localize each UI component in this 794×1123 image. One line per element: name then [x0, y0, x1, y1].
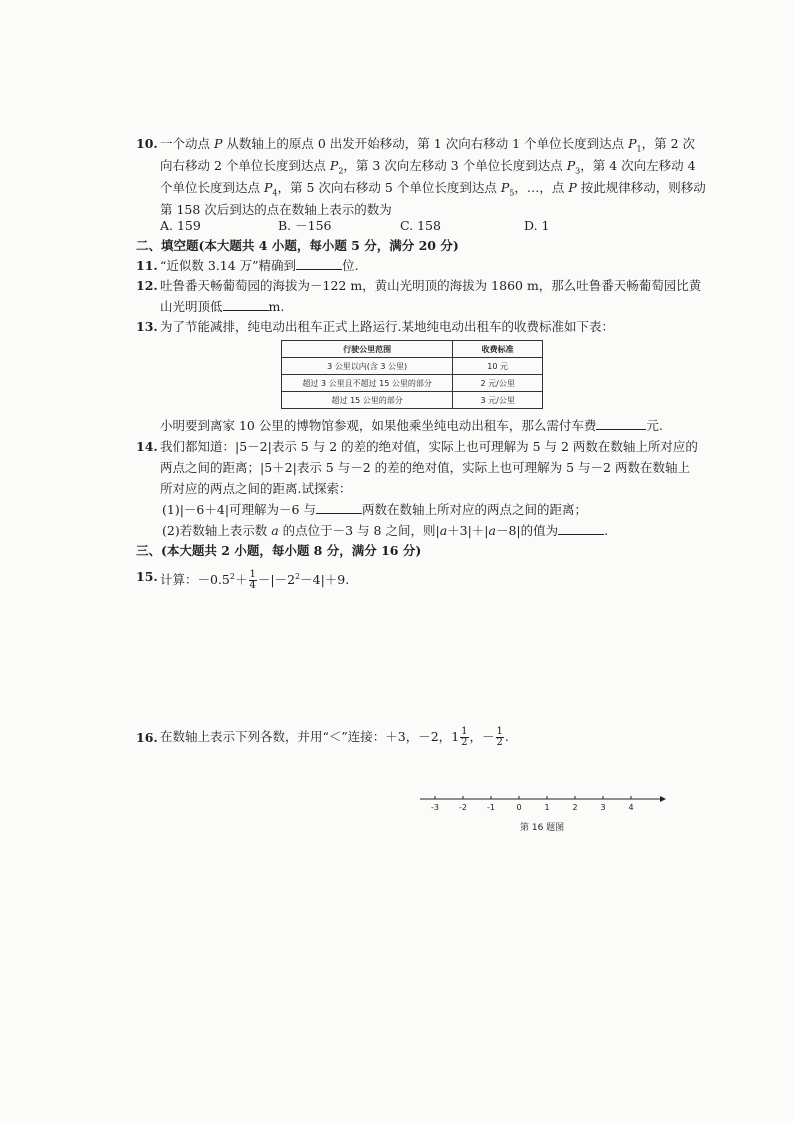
q11-number: 11. — [136, 258, 158, 273]
q10-choice-d: D. 1 — [524, 218, 550, 233]
q13-number: 13. — [136, 319, 158, 334]
table-cell: 超过 3 公里且不超过 15 公里的部分 — [282, 375, 453, 392]
number-line-figure — [420, 792, 668, 818]
fraction-one-quarter: $\frac{1}{4}$ — [249, 569, 256, 592]
q13-line2: 小明要到离家 10 公里的博物馆参观，如果他乘坐纯电动出租车，那么需付车费 元. — [160, 418, 663, 433]
table-header: 收费标准 — [453, 341, 543, 358]
q10-line4: 第 158 次后到达的点在数轴上表示的数为 — [160, 202, 392, 217]
table-row — [282, 375, 543, 392]
arrow-right-icon — [660, 796, 666, 802]
fraction-one-half: $\frac{1}{2}$ — [496, 726, 503, 748]
q12-blank — [223, 298, 269, 311]
table-header-row — [282, 341, 543, 358]
q13-blank — [596, 417, 646, 430]
q10-choice-a: A. 159 — [160, 218, 201, 233]
section-3-heading: 三、(本大题共 2 小题，每小题 8 分，满分 16 分) — [136, 543, 422, 558]
q12-number: 12. — [136, 278, 158, 293]
tick-label: 2 — [572, 803, 578, 812]
table-header: 行驶公里范围 — [282, 341, 453, 358]
q10-line3: 个单位长度到达点 $P_4$，第 5 次向右移动 5 个单位长度到达点 $P_5$，…，点 P 按此规律移动，则移动 — [160, 180, 706, 198]
tick-label: 0 — [516, 803, 522, 812]
table-cell: 2 元/公里 — [453, 375, 543, 392]
tick-label: -1 — [487, 803, 495, 812]
q10-number: 10. — [136, 136, 158, 151]
q16-text: 在数轴上表示下列各数，并用“＜”连接：＋3，－2，1 $\frac{1}{2}$ ，－ $\frac{1}{2}$ . — [160, 726, 509, 748]
tick-label: 1 — [544, 803, 550, 812]
q14-line3: 所对应的两点之间的距离.试探索： — [160, 481, 352, 496]
q12-line2: 山光明顶低 m. — [160, 299, 285, 314]
table-cell: 3 元/公里 — [453, 392, 543, 409]
section-2-heading: 二、填空题(本大题共 4 小题，每小题 5 分，满分 20 分) — [136, 238, 459, 253]
q13-line1: 为了节能减排，纯电动出租车正式上路运行.某地纯电动出租车的收费标准如下表： — [160, 319, 614, 334]
q14-sub1: (1)|－6＋4|可理解为－6 与 两数在数轴上所对应的两点之间的距离； — [162, 502, 587, 517]
figure-caption: 第 16 题图 — [520, 823, 565, 833]
number-line-ticks — [431, 796, 634, 812]
q12-line1: 吐鲁番天畅葡萄园的海拔为－122 m，黄山光明顶的海拔为 1860 m，那么吐鲁番天畅葡萄园比黄 — [160, 278, 702, 293]
table-cell: 超过 15 公里的部分 — [282, 392, 453, 409]
table-cell: 3 公里以内(含 3 公里) — [282, 358, 453, 375]
q16-number: 16. — [136, 730, 158, 745]
q10-choice-c: C. 158 — [400, 218, 441, 233]
fraction-one-half: $\frac{1}{2}$ — [461, 726, 468, 748]
q10-choice-b: B. －156 — [278, 218, 332, 233]
q14-line2: 两点之间的距离；|5＋2|表示 5 与－2 的差的绝对值，实际上也可理解为 5 与－2 两数在数轴上 — [160, 460, 690, 475]
q15-number: 15. — [136, 569, 158, 584]
q14-number: 14. — [136, 439, 158, 454]
q14-sub2: (2)若数轴上表示数 a 的点位于－3 与 8 之间，则|a＋3|＋|a－8|的值为 . — [162, 523, 609, 538]
q10-line2: 向右移动 2 个单位长度到达点 $P_2$，第 3 次向左移动 3 个单位长度到达点 $P_3$，第 4 次向左移动 4 — [160, 158, 696, 176]
table-row — [282, 358, 543, 375]
tick-label: 4 — [628, 803, 634, 812]
q10-line1: 一个动点 P 从数轴上的原点 0 出发开始移动，第 1 次向右移动 1 个单位长度到达点 $P_1$，第 2 次 — [160, 136, 696, 154]
tick-label: 3 — [600, 803, 606, 812]
q14-line1: 我们都知道：|5－2|表示 5 与 2 的差的绝对值，实际上也可理解为 5 与 2 两数在数轴上所对应的 — [160, 439, 698, 454]
q11-blank — [296, 257, 342, 270]
fare-table — [281, 340, 543, 409]
tick-label: -2 — [459, 803, 467, 812]
q15-expression: 计算：$-0.5^2+$ $\frac{1}{4}$ $-|-2^2-4|+9$. — [160, 569, 350, 592]
q14-blank-2 — [558, 522, 604, 535]
table-row — [282, 392, 543, 409]
tick-label: -3 — [431, 803, 439, 812]
table-cell: 10 元 — [453, 358, 543, 375]
q11-text: “近似数 3.14 万”精确到 位. — [160, 258, 359, 273]
q14-blank-1 — [316, 501, 362, 514]
